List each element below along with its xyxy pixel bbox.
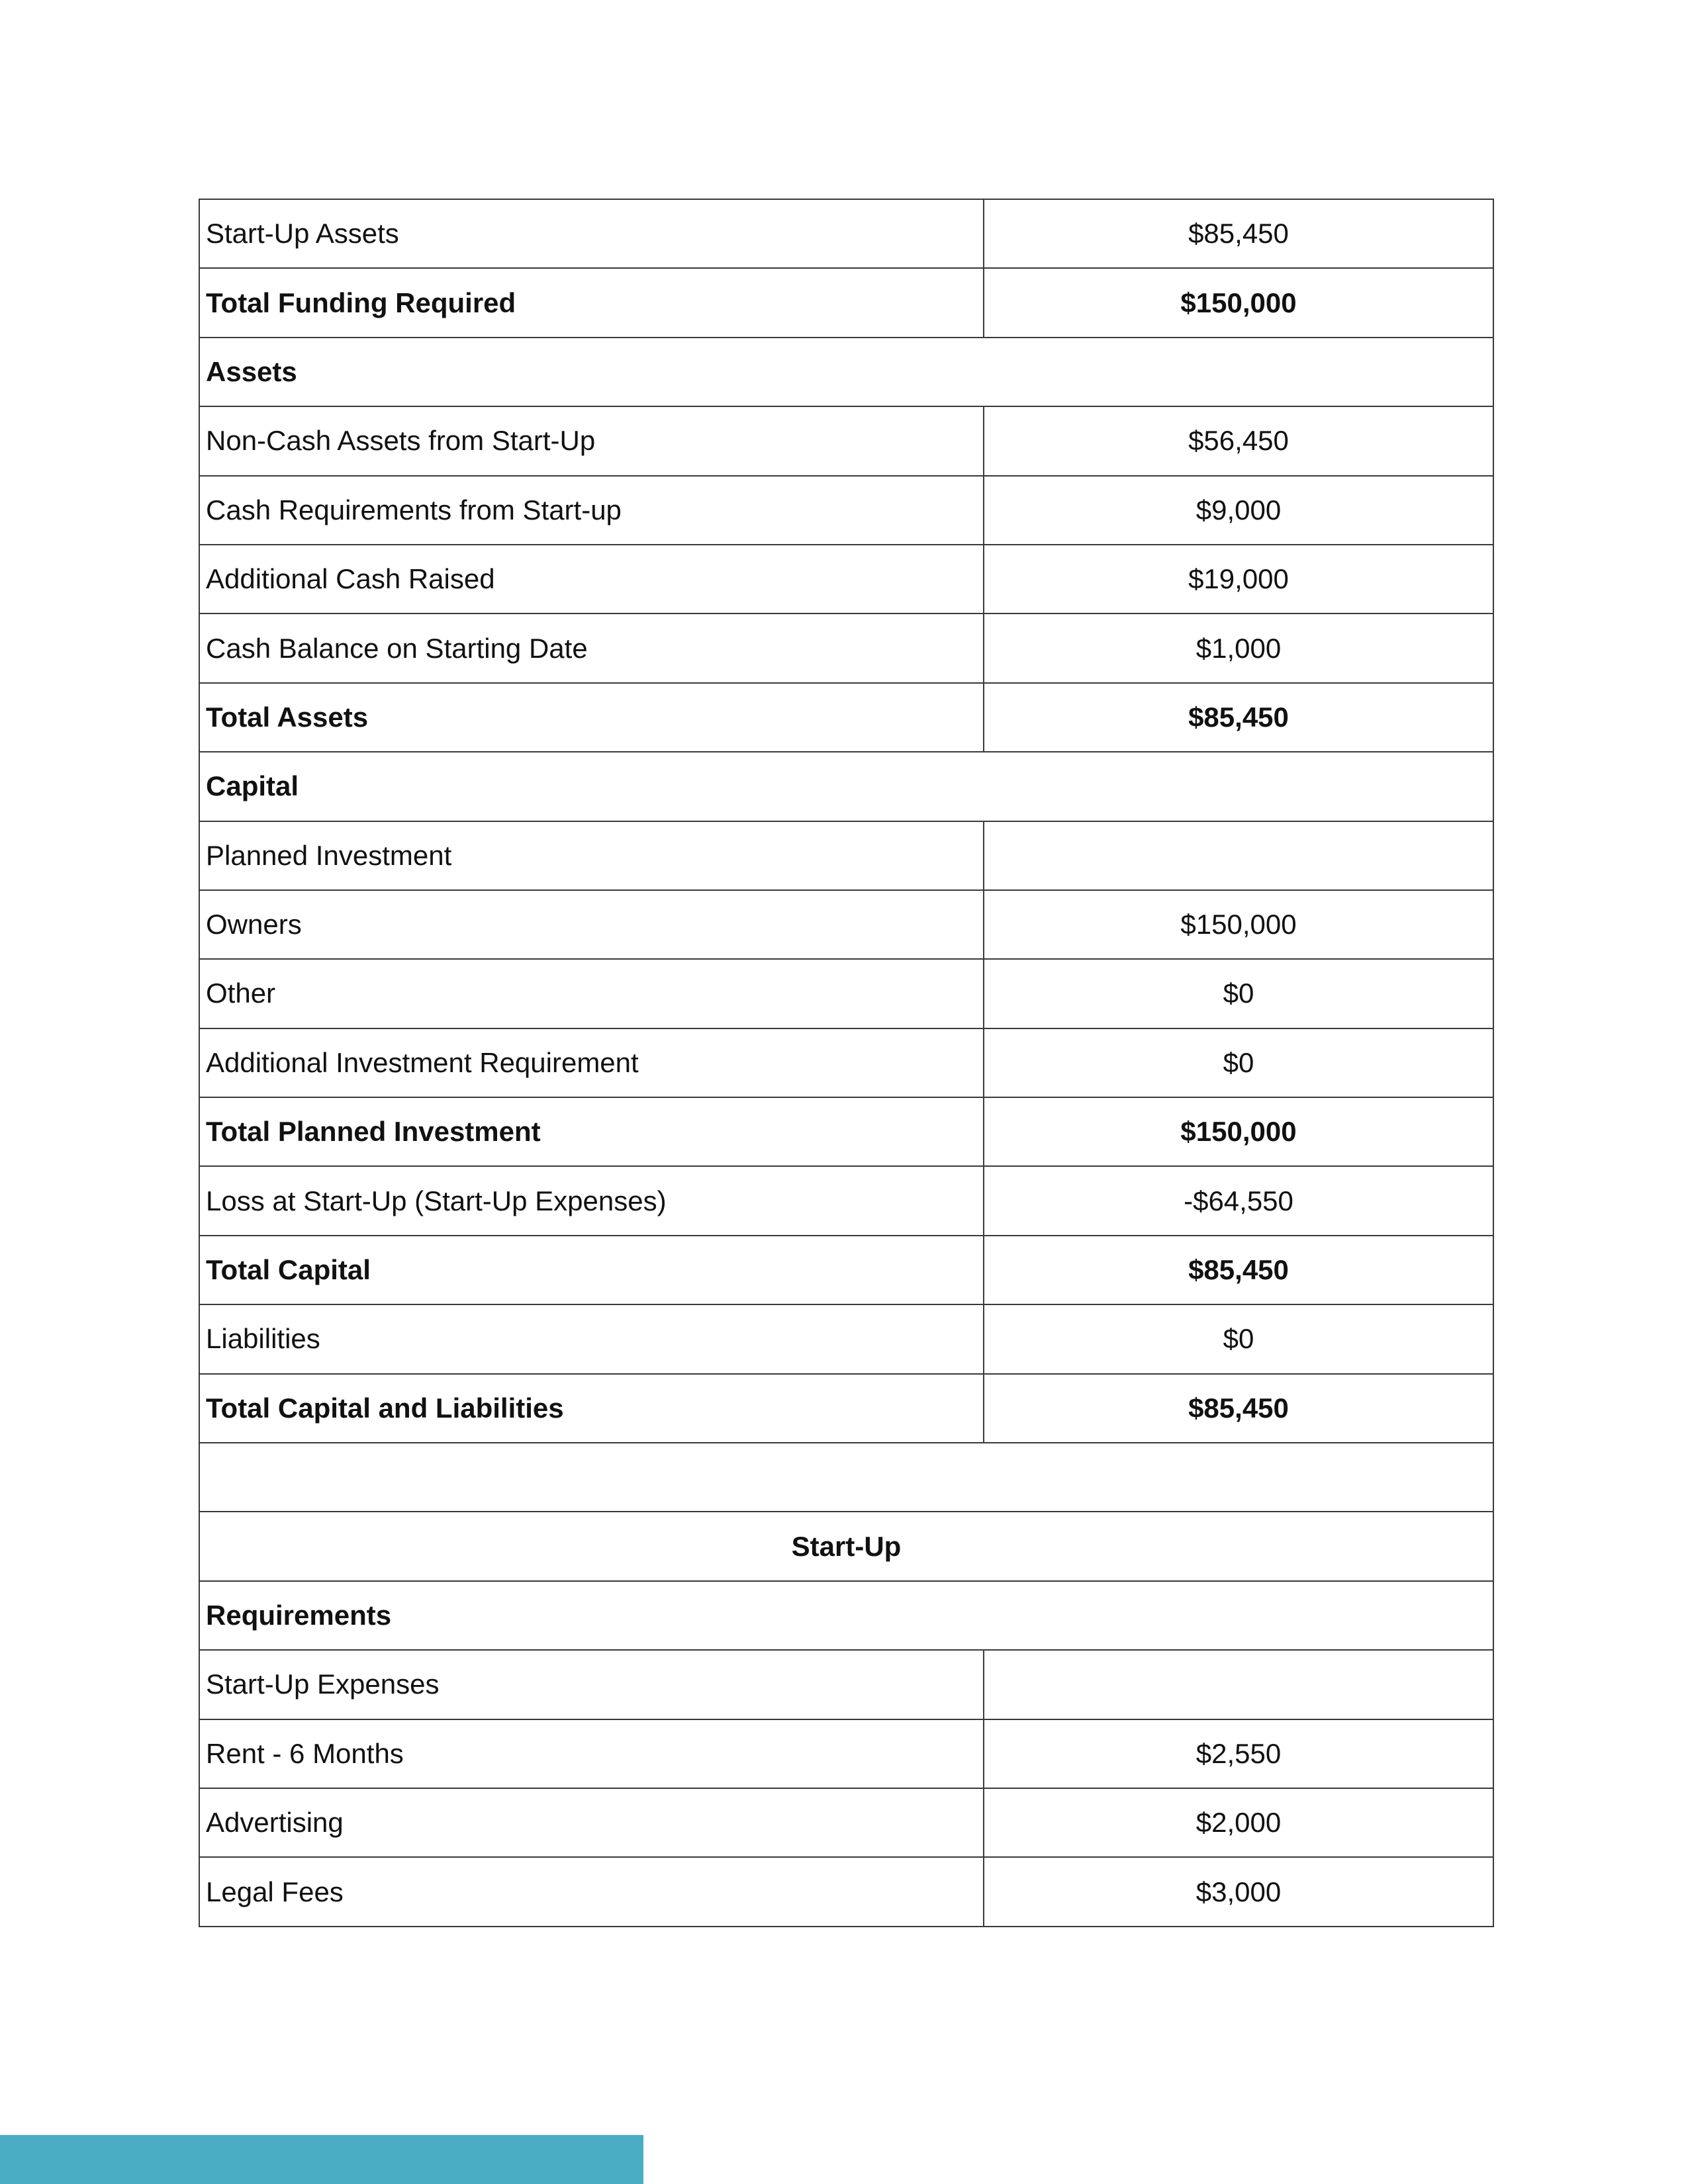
row-label-cell: Owners [199,890,984,959]
table-row [199,199,1493,268]
row-value-cell: $1,000 [984,614,1493,682]
row-value-cell: -$64,550 [984,1166,1493,1235]
row-value-cell: $85,450 [984,1236,1493,1304]
row-value-cell: $0 [984,959,1493,1028]
table-row [199,545,1493,614]
table-row [199,1443,1493,1512]
table-row [199,338,1493,406]
row-value-cell [984,1650,1493,1719]
table-row [199,1650,1493,1719]
row-value-cell: $56,450 [984,406,1493,475]
row-label-cell: Advertising [199,1788,984,1857]
table-row [199,406,1493,475]
table-row [199,1719,1493,1788]
table-row [199,1857,1493,1926]
table-row [199,959,1493,1028]
table-row [199,476,1493,545]
table-row [199,1166,1493,1235]
financial-table-body [199,199,1493,1927]
row-label-cell: Start-Up Assets [199,199,984,268]
row-label-cell: Loss at Start-Up (Start-Up Expenses) [199,1166,984,1235]
table-row [199,1028,1493,1097]
row-label-cell: Other [199,959,984,1028]
row-label-cell: Additional Investment Requirement [199,1028,984,1097]
table-row [199,1374,1493,1443]
row-value-cell: $85,450 [984,683,1493,752]
row-value-cell: $150,000 [984,1097,1493,1166]
row-label-cell: Liabilities [199,1304,984,1373]
row-value-cell: $85,450 [984,1374,1493,1443]
row-label-cell: Rent - 6 Months [199,1719,984,1788]
table-row [199,752,1493,821]
row-value-cell: $85,450 [984,199,1493,268]
row-value-cell [984,821,1493,890]
row-label-cell: Legal Fees [199,1857,984,1926]
section-title-cell: Start-Up [199,1512,1493,1580]
row-value-cell: $150,000 [984,268,1493,337]
table-row [199,890,1493,959]
row-label-cell: Total Capital and Liabilities [199,1374,984,1443]
row-label-cell: Start-Up Expenses [199,1650,984,1719]
row-label-cell: Total Assets [199,683,984,752]
row-label-cell: Cash Requirements from Start-up [199,476,984,545]
row-value-cell: $0 [984,1304,1493,1373]
row-label-cell: Additional Cash Raised [199,545,984,614]
section-heading-cell: Capital [199,752,1493,821]
row-value-cell: $19,000 [984,545,1493,614]
footer-accent-bar [0,2135,643,2184]
table-row [199,821,1493,890]
table-row [199,1097,1493,1166]
row-value-cell: $3,000 [984,1857,1493,1926]
table-row [199,614,1493,682]
row-value-cell: $150,000 [984,890,1493,959]
row-label-cell: Total Funding Required [199,268,984,337]
row-label-cell: Non-Cash Assets from Start-Up [199,406,984,475]
table-row [199,1304,1493,1373]
row-label-cell: Total Capital [199,1236,984,1304]
table-row [199,1581,1493,1650]
financial-table [199,199,1494,1927]
row-value-cell: $2,550 [984,1719,1493,1788]
row-value-cell: $0 [984,1028,1493,1097]
row-value-cell: $2,000 [984,1788,1493,1857]
table-row [199,683,1493,752]
section-heading-cell: Requirements [199,1581,1493,1650]
section-heading-cell: Assets [199,338,1493,406]
row-label-cell: Cash Balance on Starting Date [199,614,984,682]
row-label-cell: Total Planned Investment [199,1097,984,1166]
section-heading-cell [199,1443,1493,1512]
row-label-cell: Planned Investment [199,821,984,890]
table-row [199,268,1493,337]
row-value-cell: $9,000 [984,476,1493,545]
table-row [199,1236,1493,1304]
table-row [199,1512,1493,1580]
table-row [199,1788,1493,1857]
